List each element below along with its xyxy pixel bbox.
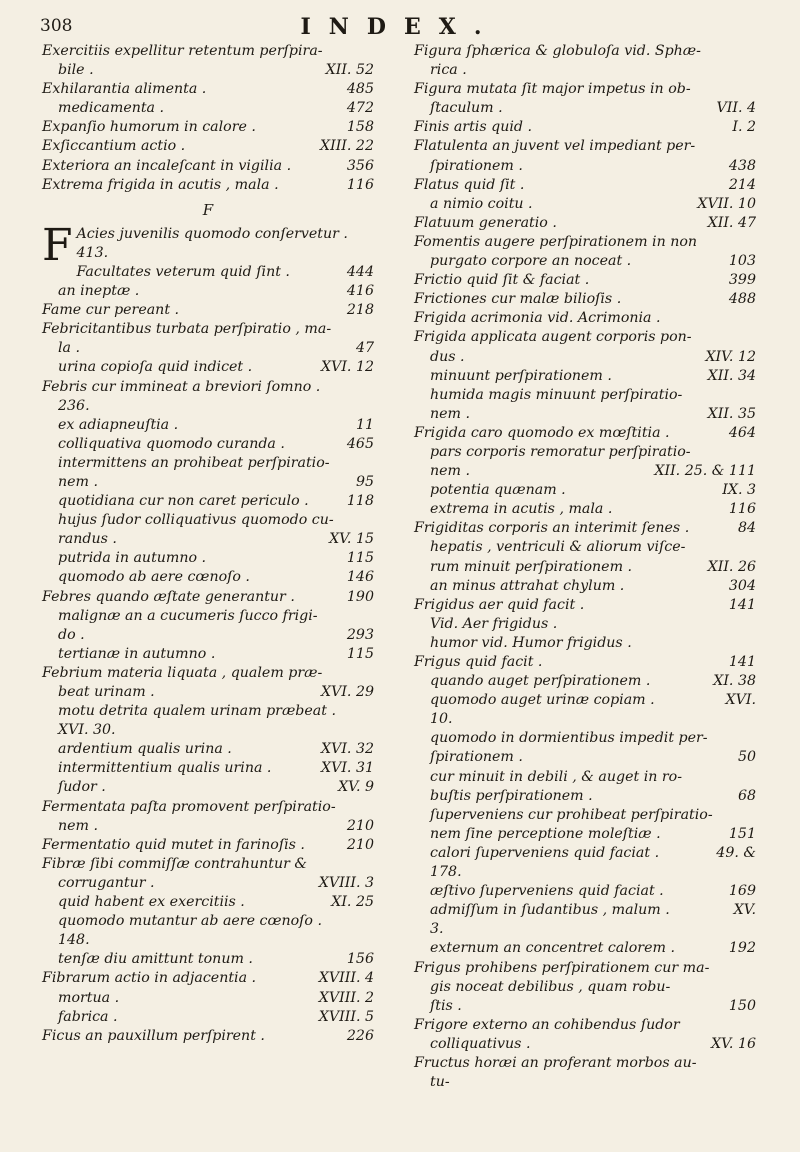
index-entry bbox=[414, 386, 756, 405]
index-entry bbox=[42, 874, 374, 893]
index-entry bbox=[414, 901, 756, 920]
index-entry bbox=[414, 500, 756, 519]
index-entry bbox=[42, 42, 374, 61]
index-entry bbox=[414, 538, 756, 557]
index-entry bbox=[414, 99, 756, 118]
entry-reference: 158 bbox=[346, 119, 374, 136]
index-entry bbox=[414, 61, 756, 80]
index-entry bbox=[414, 615, 756, 634]
index-entry bbox=[414, 939, 756, 958]
entry-reference: XVII. 10 bbox=[697, 195, 756, 212]
index-entry bbox=[42, 626, 374, 645]
entry-reference: 95 bbox=[355, 473, 374, 490]
entry-text: fabrica . bbox=[58, 1008, 118, 1025]
index-entry bbox=[42, 378, 374, 397]
entry-text: Exſiccantium actio . bbox=[42, 138, 186, 155]
entry-text: quando auget perſpirationem . bbox=[430, 673, 651, 690]
entry-reference: 488 bbox=[728, 291, 756, 308]
entry-text: pars corporis remoratur perſpiratio- bbox=[430, 443, 691, 460]
index-entry bbox=[414, 195, 756, 214]
index-entry bbox=[42, 454, 374, 473]
entry-text: æſtivo ſuperveniens quid faciat . bbox=[430, 883, 664, 900]
index-entry bbox=[414, 672, 756, 691]
index-entry bbox=[414, 348, 756, 367]
entry-text: urina copioſa quid indicet . bbox=[58, 359, 253, 376]
index-entry bbox=[414, 367, 756, 386]
index-entry bbox=[42, 157, 374, 176]
entry-text: ſpirationem . bbox=[430, 157, 523, 174]
index-entry bbox=[414, 806, 756, 825]
index-entry bbox=[42, 137, 374, 156]
entry-text: gis noceat debilibus , quam robu- bbox=[430, 978, 671, 995]
entry-reference: 118 bbox=[346, 493, 374, 510]
entry-text: Flatulenta an juvent vel impediant per- bbox=[414, 138, 696, 155]
entry-text: potentia quænam . bbox=[430, 482, 566, 499]
entry-text: nem . bbox=[430, 405, 471, 422]
index-entry bbox=[414, 710, 756, 729]
index-entry bbox=[42, 320, 374, 339]
entry-text: medicamenta . bbox=[58, 100, 165, 117]
entry-text: Figura ſphærica & globuloſa vid. Sphæ- bbox=[414, 43, 701, 59]
entry-text: Fructus horæi an proferant morbos au- bbox=[414, 1054, 697, 1071]
entry-reference: XVIII. 3 bbox=[318, 874, 374, 891]
index-entry bbox=[414, 271, 756, 290]
entry-reference: XIV. 12 bbox=[705, 348, 756, 365]
index-entry bbox=[414, 1035, 756, 1054]
index-entry bbox=[414, 462, 756, 481]
entry-reference: 218 bbox=[346, 302, 374, 319]
index-entry bbox=[42, 568, 374, 587]
entry-reference: 226 bbox=[346, 1027, 374, 1044]
dropcap-letter: F bbox=[42, 219, 73, 271]
index-entry bbox=[42, 339, 374, 358]
entry-text: quomodo mutantur ab aere cœnoſo . bbox=[58, 913, 322, 930]
index-entry bbox=[414, 558, 756, 577]
index-entry bbox=[414, 959, 756, 978]
entry-text: 236. bbox=[58, 397, 90, 414]
entry-reference: 150 bbox=[728, 997, 756, 1014]
index-entry bbox=[414, 481, 756, 500]
entry-text: intermittentium qualis urina . bbox=[58, 760, 272, 777]
entry-reference: XII. 34 bbox=[707, 367, 756, 384]
page-header bbox=[40, 14, 760, 42]
entry-text: 3. bbox=[430, 921, 444, 938]
index-entry bbox=[414, 214, 756, 233]
index-entry bbox=[42, 969, 374, 988]
entry-text: Ficus an pauxillum perſpirent . bbox=[42, 1027, 265, 1044]
entry-text: purgato corpore an noceat . bbox=[430, 253, 632, 270]
index-entry bbox=[42, 912, 374, 931]
entry-text: quotidiana cur non caret periculo . bbox=[58, 493, 309, 510]
entry-reference: 49. & bbox=[716, 844, 756, 861]
entry-reference: XV. 15 bbox=[329, 531, 374, 548]
entry-reference: I. 2 bbox=[732, 119, 756, 136]
entry-text: Frigidus aer quid facit . bbox=[414, 596, 585, 613]
entry-text: a nimio coitu . bbox=[430, 195, 533, 212]
entry-text: quomodo in dormientibus impedit per- bbox=[430, 730, 708, 747]
entry-text: Fermentatio quid mutet in farinoſis . bbox=[42, 836, 305, 853]
entry-text: Fibrarum actio in adjacentia . bbox=[42, 970, 257, 987]
index-entry bbox=[42, 950, 374, 969]
index-entry bbox=[414, 844, 756, 863]
index-entry bbox=[414, 309, 756, 328]
index-entry bbox=[42, 683, 374, 702]
entry-text: humor vid. Humor frigidus . bbox=[430, 634, 632, 651]
entry-reference: 192 bbox=[728, 940, 756, 957]
entry-text: 178. bbox=[430, 864, 462, 881]
entry-reference: 465 bbox=[346, 435, 374, 452]
index-entry bbox=[414, 920, 756, 939]
entry-text: motu detrita qualem urinam præbeat . bbox=[58, 703, 336, 720]
index-entry bbox=[42, 492, 374, 511]
entry-text: Fame cur pereant . bbox=[42, 302, 180, 319]
entry-reference: XVIII. 5 bbox=[318, 1008, 374, 1025]
index-entry bbox=[414, 997, 756, 1016]
index-entry bbox=[42, 416, 374, 435]
entry-reference: 47 bbox=[355, 340, 374, 357]
entry-text: ſuperveniens cur prohibeat perſpiratio- bbox=[430, 806, 713, 823]
index-entry bbox=[414, 653, 756, 672]
entry-text: Frigus quid facit . bbox=[414, 654, 543, 670]
index-entry bbox=[414, 118, 756, 137]
entry-reference: 151 bbox=[728, 825, 756, 842]
entry-reference: IX. 3 bbox=[722, 482, 756, 499]
index-entry bbox=[42, 549, 374, 568]
index-entry bbox=[414, 328, 756, 347]
index-entry bbox=[42, 397, 374, 416]
page-number: 308 bbox=[40, 16, 73, 36]
entry-text: XVI. 30. bbox=[58, 722, 116, 739]
entry-reference: 146 bbox=[346, 569, 374, 586]
entry-text: ardentium qualis urina . bbox=[58, 741, 232, 758]
index-entry bbox=[42, 836, 374, 855]
entry-reference: XII. 35 bbox=[707, 405, 756, 422]
index-entry bbox=[414, 176, 756, 195]
entry-reference: 115 bbox=[346, 645, 374, 662]
entry-text: nem . bbox=[58, 473, 99, 490]
index-entry bbox=[414, 42, 756, 61]
entry-reference: 116 bbox=[346, 176, 374, 193]
entry-reference: XVI. 31 bbox=[320, 760, 374, 777]
index-entry bbox=[42, 80, 374, 99]
index-entry bbox=[414, 1054, 756, 1073]
entry-text: Frigiditas corporis an interimit ſenes . bbox=[414, 520, 690, 537]
entry-text: colliquativa quomodo curanda . bbox=[58, 435, 285, 452]
index-entry bbox=[414, 424, 756, 443]
entry-text: buſtis perſpirationem . bbox=[430, 787, 593, 804]
entry-text: quomodo ab aere cœnoſo . bbox=[58, 569, 250, 586]
index-entry bbox=[42, 817, 374, 836]
entry-text: bile . bbox=[58, 62, 94, 79]
entry-text: Fomentis augere perſpirationem in non bbox=[414, 233, 698, 250]
index-entry bbox=[414, 634, 756, 653]
index-entry bbox=[42, 645, 374, 664]
entry-text: intermittens an prohibeat perſpiratio- bbox=[58, 454, 330, 471]
entry-text: Febrium materia liquata , qualem præ- bbox=[42, 664, 323, 681]
index-entry bbox=[42, 607, 374, 626]
entry-reference: XVIII. 2 bbox=[318, 989, 374, 1006]
entry-reference: XVI. 29 bbox=[320, 684, 374, 700]
entry-text: tu- bbox=[430, 1074, 450, 1091]
entry-text: an minus attrahat chylum . bbox=[430, 577, 625, 594]
entry-reference: 438 bbox=[728, 157, 756, 174]
entry-text: beat urinam . bbox=[58, 684, 155, 700]
entry-reference: 356 bbox=[346, 157, 374, 174]
entry-text: Frigore externo an cohibendus ſudor bbox=[414, 1016, 680, 1033]
index-entry bbox=[414, 748, 756, 767]
entry-reference: XI. 38 bbox=[713, 673, 756, 690]
entry-reference: XV. 16 bbox=[711, 1035, 756, 1052]
index-entry bbox=[42, 301, 374, 320]
entry-text: Finis artis quid . bbox=[414, 119, 532, 136]
index-entry bbox=[42, 435, 374, 454]
entry-text: la . bbox=[58, 340, 81, 357]
left-column bbox=[42, 42, 374, 1046]
entry-reference: XV. 9 bbox=[338, 779, 374, 796]
entry-text: randus . bbox=[58, 531, 117, 548]
index-entry bbox=[414, 1073, 756, 1092]
left-entries-top bbox=[42, 42, 374, 195]
index-entry bbox=[414, 80, 756, 99]
entry-text: Febris cur immineat a breviori ſomno . bbox=[42, 378, 321, 395]
entry-reference: VII. 4 bbox=[716, 100, 756, 117]
index-entry bbox=[42, 855, 374, 874]
entry-text: Fermentata paſta promovent perſpiratio- bbox=[42, 798, 336, 815]
entry-reference: XI. 25 bbox=[331, 894, 374, 911]
entry-text: Vid. Aer frigidus . bbox=[430, 615, 558, 632]
entry-reference: 399 bbox=[728, 272, 756, 289]
dropcap-entry-cont: 413. bbox=[76, 244, 109, 261]
entry-reference: 50 bbox=[737, 749, 756, 766]
right-column bbox=[414, 42, 756, 1092]
entry-reference: 169 bbox=[728, 883, 756, 900]
entry-reference: XV. bbox=[733, 902, 756, 919]
entry-reference: 141 bbox=[728, 596, 756, 613]
entry-text: colliquativus . bbox=[430, 1035, 531, 1052]
entry-text: Exercitiis expellitur retentum perſpira- bbox=[42, 43, 323, 59]
entry-text: Frictiones cur malæ bilioſis . bbox=[414, 291, 622, 308]
entry-text: putrida in autumno . bbox=[58, 550, 207, 567]
index-entry bbox=[42, 530, 374, 549]
index-entry bbox=[42, 118, 374, 137]
entry-reference: XII. 52 bbox=[325, 62, 374, 79]
index-entry bbox=[414, 157, 756, 176]
entry-text: ſpirationem . bbox=[430, 749, 523, 766]
entry-reference: 68 bbox=[737, 787, 756, 804]
index-entry bbox=[42, 263, 374, 282]
index-entry bbox=[414, 787, 756, 806]
entry-reference: 11 bbox=[355, 416, 374, 433]
entry-text: dus . bbox=[430, 348, 465, 365]
entry-reference: XII. 47 bbox=[707, 214, 756, 231]
entry-text: hujus ſudor colliquativus quomodo cu- bbox=[58, 512, 334, 529]
entry-text: Fibræ ſibi commiſſæ contrahuntur & bbox=[42, 855, 308, 872]
entry-text: rica . bbox=[430, 62, 467, 79]
index-entry bbox=[414, 137, 756, 156]
entry-reference: 472 bbox=[346, 100, 374, 117]
index-entry bbox=[414, 290, 756, 309]
entry-reference: 190 bbox=[346, 588, 374, 605]
entry-text: tenſæ diu amittunt tonum . bbox=[58, 951, 253, 968]
entry-reference: 84 bbox=[737, 520, 756, 537]
entry-text: ſudor . bbox=[58, 779, 106, 796]
entry-text: Frictio quid ſit & faciat . bbox=[414, 272, 590, 289]
entry-text: Frigida caro quomodo ex mœſtitia . bbox=[414, 424, 670, 441]
index-entry bbox=[42, 176, 374, 195]
entry-text: do . bbox=[58, 626, 85, 643]
entry-reference: 141 bbox=[728, 654, 756, 670]
index-entry bbox=[42, 931, 374, 950]
entry-text: externum an concentret calorem . bbox=[430, 940, 675, 957]
index-entry bbox=[414, 519, 756, 538]
section-letter-f: F bbox=[202, 200, 214, 219]
entry-text: an ineptæ . bbox=[58, 283, 140, 300]
index-entry bbox=[42, 61, 374, 80]
index-entry bbox=[414, 252, 756, 271]
entry-reference: 210 bbox=[346, 817, 374, 834]
entry-reference: 416 bbox=[346, 283, 374, 300]
index-entry bbox=[42, 282, 374, 301]
entry-text: 148. bbox=[58, 932, 90, 949]
index-entry bbox=[414, 596, 756, 615]
entry-reference: XVI. bbox=[725, 692, 756, 709]
entry-text: Frigida applicata augent corporis pon- bbox=[414, 329, 692, 346]
index-entry bbox=[414, 978, 756, 997]
index-entry bbox=[42, 702, 374, 721]
entry-text: mortua . bbox=[58, 989, 120, 1006]
dropcap-entry bbox=[42, 219, 374, 271]
entry-text: nem . bbox=[58, 817, 99, 834]
index-entry bbox=[42, 778, 374, 797]
entry-reference: 116 bbox=[728, 501, 756, 518]
index-entry bbox=[42, 99, 374, 118]
entry-reference: XII. 25. & 111 bbox=[654, 463, 756, 480]
entry-text: Febricitantibus turbata perſpiratio , ma- bbox=[42, 321, 332, 338]
entry-reference: 464 bbox=[728, 424, 756, 441]
entry-reference: XVI. 12 bbox=[320, 359, 374, 376]
entry-text: extrema in acutis , mala . bbox=[430, 501, 613, 518]
index-entry bbox=[414, 405, 756, 424]
entry-text: Frigida acrimonia vid. Acrimonia . bbox=[414, 310, 661, 327]
index-entry bbox=[414, 1016, 756, 1035]
entry-text: ſtaculum . bbox=[430, 100, 503, 117]
entry-text: Facultates veterum quid ſint . bbox=[76, 263, 290, 280]
index-entry bbox=[414, 577, 756, 596]
index-entry bbox=[414, 863, 756, 882]
entry-reference: 210 bbox=[346, 836, 374, 853]
entry-text: Exteriora an incaleſcant in vigilia . bbox=[42, 157, 292, 174]
index-entry bbox=[42, 664, 374, 683]
entry-text: calori ſuperveniens quid faciat . bbox=[430, 844, 660, 861]
entry-reference: 304 bbox=[728, 577, 756, 594]
entry-text: Expanſio humorum in calore . bbox=[42, 119, 256, 136]
entry-text: Exhilarantia alimenta . bbox=[42, 81, 207, 98]
entry-reference: 115 bbox=[346, 550, 374, 567]
entry-reference: XIII. 22 bbox=[320, 138, 374, 155]
entry-text: ſtis . bbox=[430, 997, 462, 1014]
entry-reference: XII. 26 bbox=[707, 558, 756, 575]
index-entry bbox=[42, 588, 374, 607]
index-entry bbox=[414, 882, 756, 901]
entry-text: Figura mutata ſit major impetus in ob- bbox=[414, 81, 691, 98]
index-entry bbox=[414, 825, 756, 844]
entry-reference: 156 bbox=[346, 951, 374, 968]
entry-text: 10. bbox=[430, 711, 453, 728]
right-entries bbox=[414, 42, 756, 1092]
entry-text: humida magis minuunt perſpiratio- bbox=[430, 386, 683, 403]
index-entry bbox=[42, 721, 374, 740]
entry-text: Extrema frigida in acutis , mala . bbox=[42, 176, 279, 193]
entry-text: minuunt perſpirationem . bbox=[430, 367, 612, 384]
entry-reference: 485 bbox=[346, 81, 374, 98]
entry-text: ex adiapneuſtia . bbox=[58, 416, 179, 433]
entry-reference: 293 bbox=[346, 626, 374, 643]
index-entry bbox=[42, 798, 374, 817]
entry-text: Flatus quid ſit . bbox=[414, 176, 525, 193]
index-entry bbox=[42, 358, 374, 377]
index-entry bbox=[42, 759, 374, 778]
entry-text: cur minuit in debili , & auget in ro- bbox=[430, 768, 683, 785]
index-entry bbox=[42, 1008, 374, 1027]
entry-reference: 444 bbox=[346, 263, 374, 280]
index-entry bbox=[42, 893, 374, 912]
entry-reference: 214 bbox=[728, 176, 756, 193]
index-entry bbox=[42, 740, 374, 759]
index-entry bbox=[42, 989, 374, 1008]
entry-text: corrugantur . bbox=[58, 874, 155, 891]
entry-text: admiſſum in ſudantibus , malum . bbox=[430, 902, 670, 919]
index-entry bbox=[414, 443, 756, 462]
entry-text: nem . bbox=[430, 463, 471, 480]
index-entry bbox=[42, 1027, 374, 1046]
index-entry bbox=[414, 233, 756, 252]
index-entry bbox=[414, 729, 756, 748]
index-entry bbox=[414, 768, 756, 787]
entry-text: hepatis , ventriculi & aliorum viſce- bbox=[430, 539, 686, 556]
entry-reference: XVIII. 4 bbox=[318, 970, 374, 987]
entry-text: rum minuit perſpirationem . bbox=[430, 558, 633, 575]
entry-text: quomodo auget urinæ copiam . bbox=[430, 692, 655, 709]
entry-text: Frigus prohibens perſpirationem cur ma- bbox=[414, 959, 710, 976]
entry-text: tertianæ in autumno . bbox=[58, 645, 216, 662]
dropcap-entry-text: Acies juvenilis quomodo conſervetur . bbox=[76, 225, 348, 242]
entry-text: malignæ an a cucumeris ſucco frigi- bbox=[58, 607, 318, 624]
entry-text: nem ſine perceptione moleſtiæ . bbox=[430, 825, 661, 842]
index-entry bbox=[42, 511, 374, 530]
entry-text: quid habent ex exercitiis . bbox=[58, 894, 245, 911]
index-entry bbox=[414, 691, 756, 710]
left-entries-bottom bbox=[42, 263, 374, 1046]
entry-text: Flatuum generatio . bbox=[414, 214, 557, 231]
entry-reference: XVI. 32 bbox=[320, 741, 374, 758]
entry-reference: 103 bbox=[728, 253, 756, 270]
index-entry bbox=[42, 473, 374, 492]
entry-text: Febres quando æſtate generantur . bbox=[42, 588, 295, 605]
running-title: INDEX. bbox=[300, 14, 500, 40]
